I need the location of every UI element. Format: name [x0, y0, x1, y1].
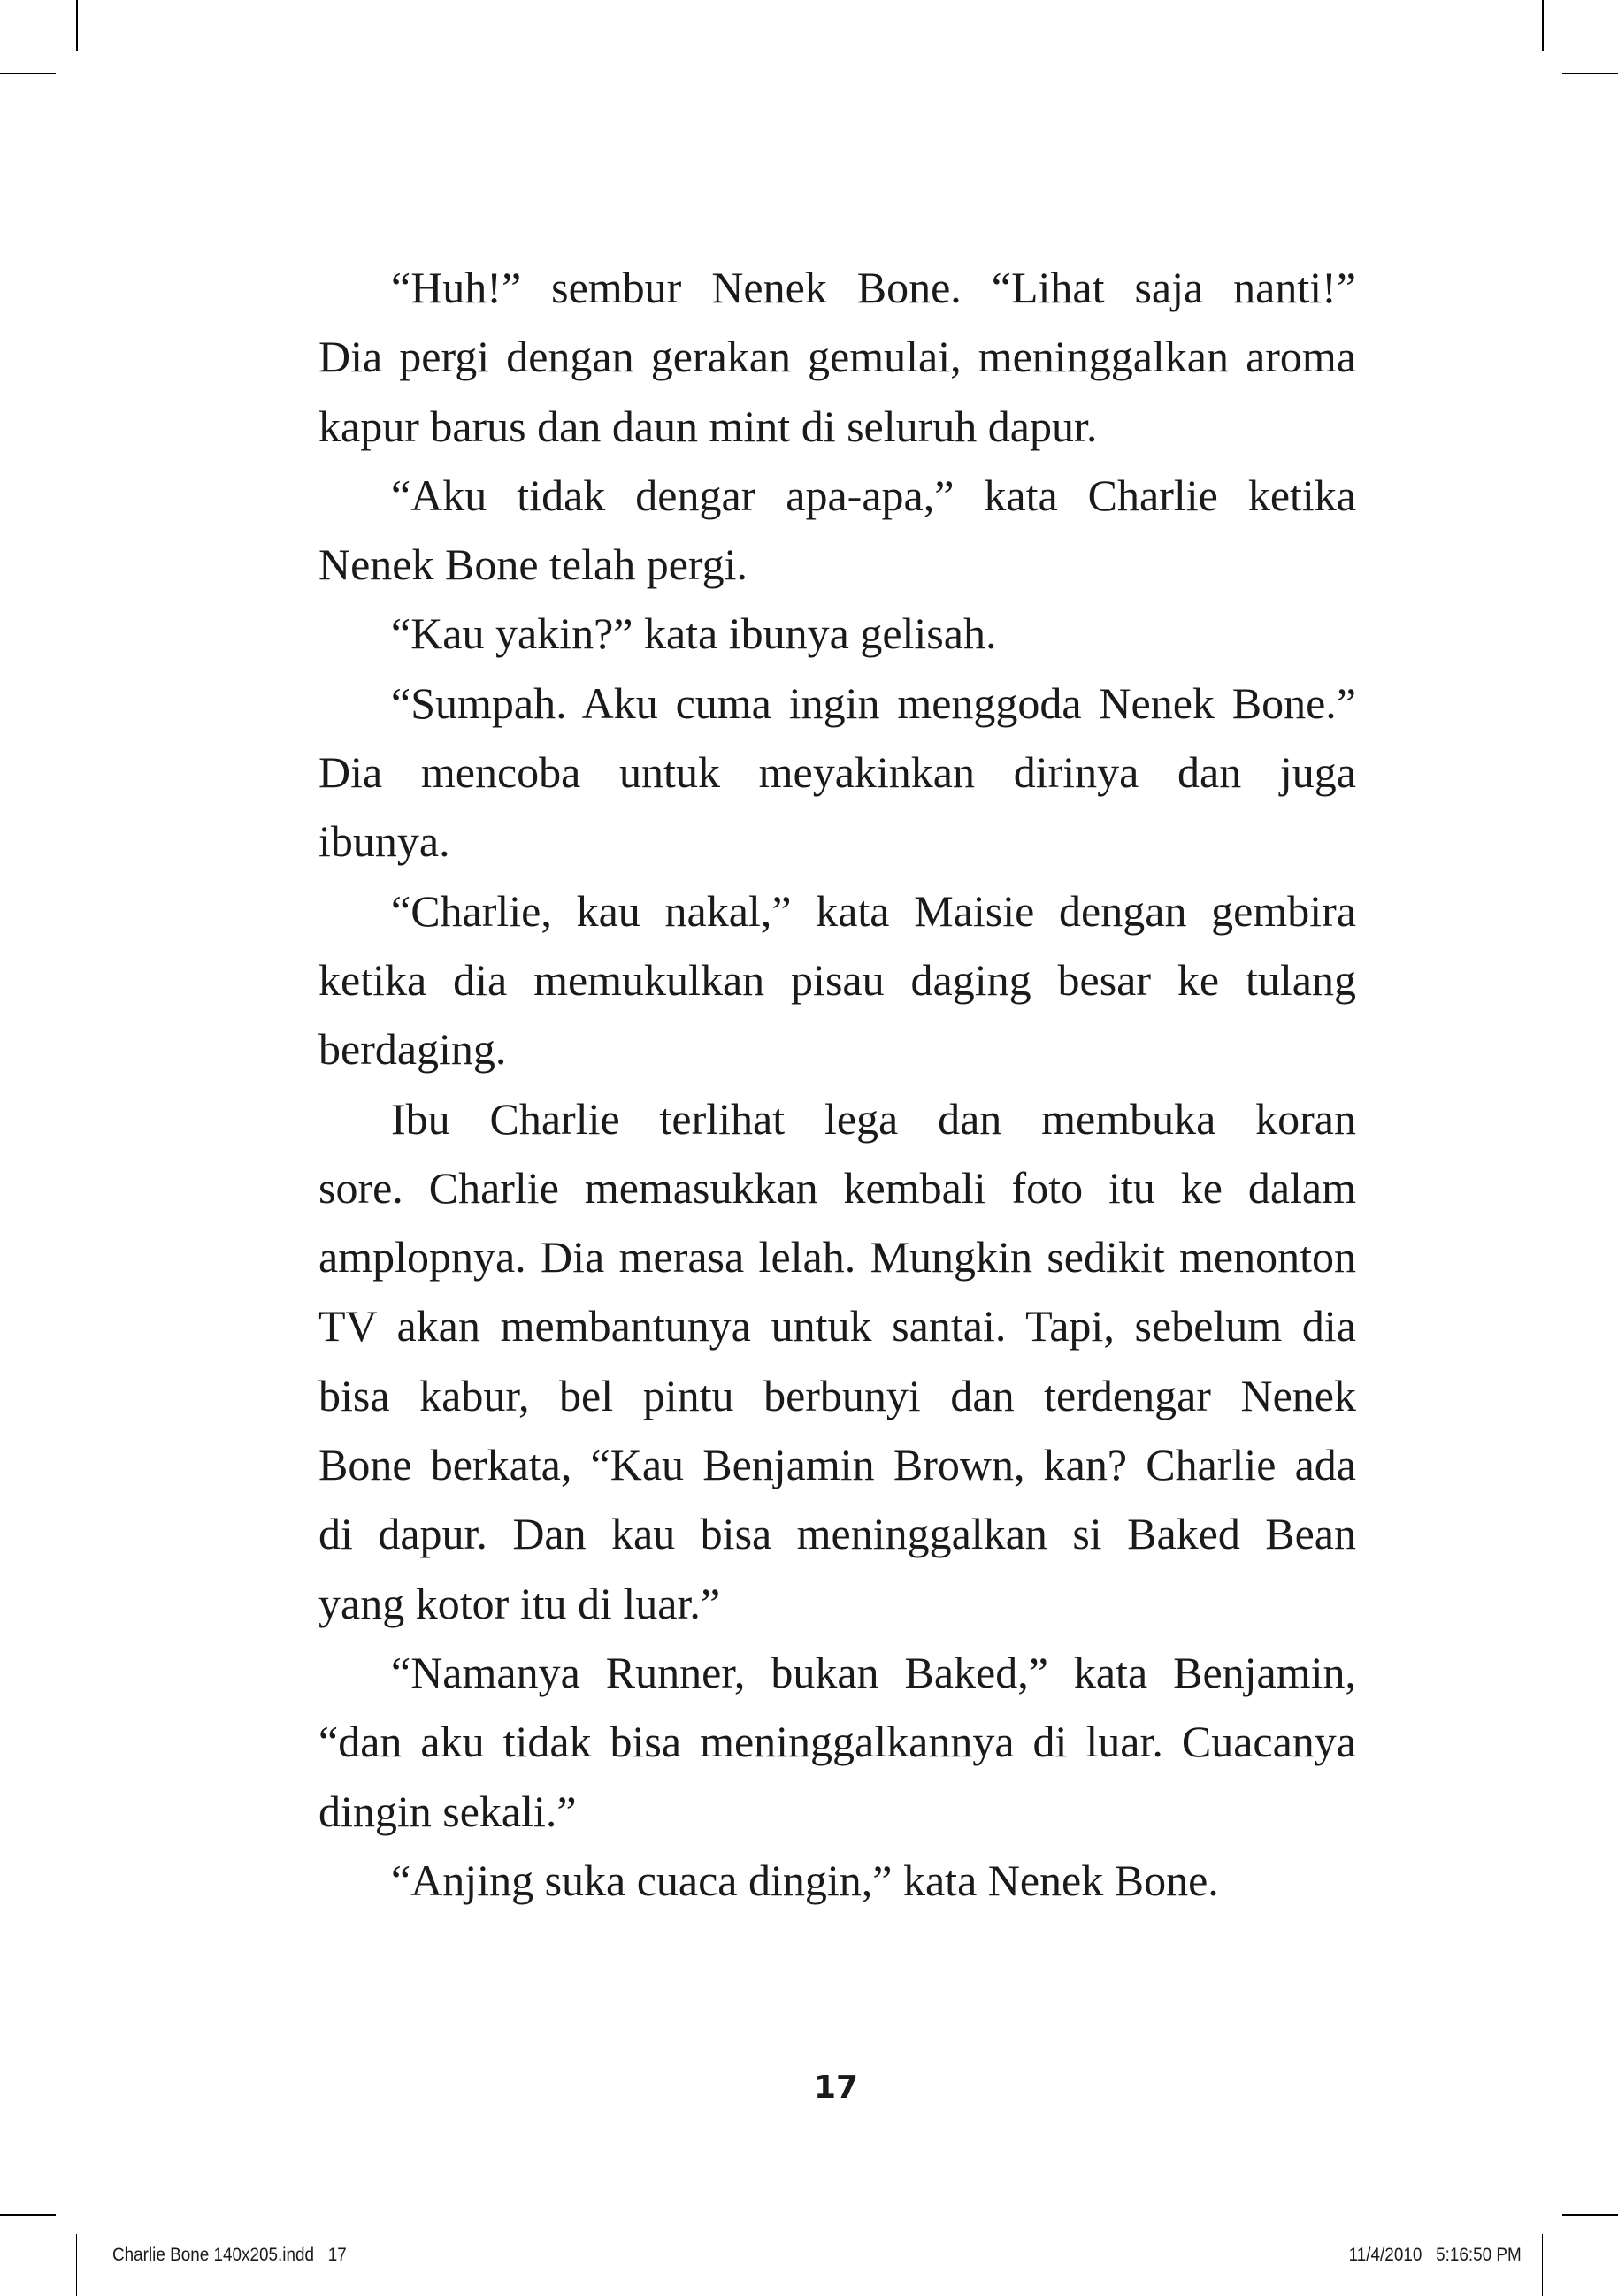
text-line: ketika dia memukulkan pisau daging besar ke tulang: [318, 954, 1356, 1005]
text-line: sore. Charlie memasukkan kembali foto itu ke dalam: [318, 1162, 1356, 1213]
crop-mark: [1562, 73, 1618, 74]
crop-mark: [1562, 2214, 1618, 2216]
text-line: “Kau yakin?” kata ibunya gelisah.: [391, 608, 997, 659]
text-line: “Sumpah. Aku cuma ingin menggoda Nenek Bone.”: [391, 677, 1356, 728]
text-line: “Aku tidak dengar apa-apa,” kata Charlie ketika: [391, 470, 1356, 520]
text-line: “Anjing suka cuaca dingin,” kata Nenek Bone.: [391, 1855, 1219, 1905]
text-line: Nenek Bone telah pergi.: [318, 540, 748, 590]
text-line: ibunya.: [318, 816, 450, 867]
text-line: Dia mencoba untuk meyakinkan dirinya dan juga: [318, 747, 1356, 798]
body-text: [318, 253, 1356, 1915]
text-line: amplopnya. Dia merasa lelah. Mungkin sedikit menonton: [318, 1232, 1356, 1282]
text-line: bisa kabur, bel pintu berbunyi dan terdengar Nenek: [318, 1370, 1356, 1420]
text-line: Dia pergi dengan gerakan gemulai, meninggalkan aroma: [318, 332, 1356, 382]
crop-mark: [1542, 0, 1544, 51]
page-number: 17: [813, 2070, 859, 2106]
text-line: dingin sekali.”: [318, 1786, 577, 1836]
text-line: “Namanya Runner, bukan Baked,” kata Benjamin,: [391, 1647, 1356, 1697]
crop-mark: [76, 2234, 77, 2296]
crop-mark: [76, 0, 78, 51]
slug-timestamp: 11/4/2010 5:16:50 PM: [1348, 2245, 1522, 2265]
text-line: berdaging.: [318, 1024, 507, 1075]
text-line: “Huh!” sembur Nenek Bone. “Lihat saja nanti!”: [391, 263, 1356, 312]
text-line: kapur barus dan daun mint di seluruh dapur.: [318, 401, 1098, 451]
slug-filename: Charlie Bone 140x205.indd 17: [112, 2245, 347, 2265]
crop-mark: [0, 2214, 56, 2216]
text-line: “Charlie, kau nakal,” kata Maisie dengan gembira: [391, 885, 1356, 936]
text-line: TV akan membantunya untuk santai. Tapi, sebelum dia: [318, 1301, 1356, 1351]
text-line: Ibu Charlie terlihat lega dan membuka koran: [391, 1093, 1356, 1144]
text-line: di dapur. Dan kau bisa meninggalkan si Baked Bean: [318, 1509, 1356, 1559]
crop-mark: [0, 73, 56, 74]
text-line: yang kotor itu di luar.”: [318, 1578, 721, 1628]
text-line: Bone berkata, “Kau Benjamin Brown, kan? Charlie ada: [318, 1440, 1356, 1490]
text-line: “dan aku tidak bisa meninggalkannya di luar. Cuacanya: [318, 1717, 1356, 1767]
crop-mark: [1542, 2234, 1543, 2296]
